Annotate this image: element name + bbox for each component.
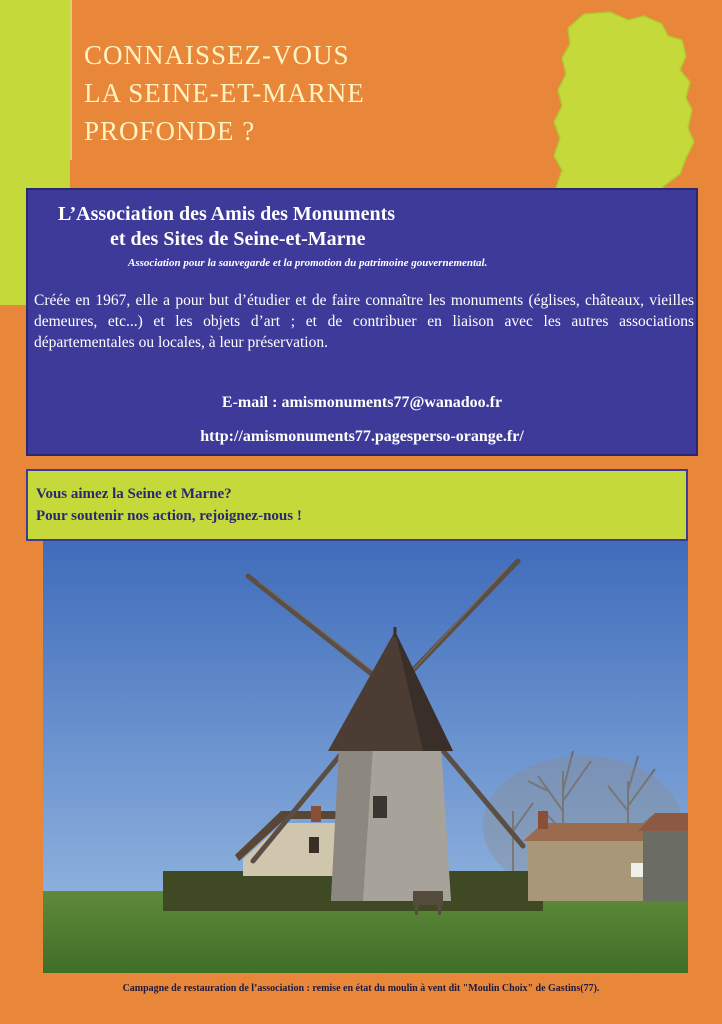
association-panel xyxy=(26,188,698,456)
title-line-3: PROFONDE ? xyxy=(84,116,256,146)
email-contact[interactable]: E-mail : amismonuments77@wanadoo.fr xyxy=(221,394,503,411)
association-name xyxy=(58,202,395,252)
windmill-photo xyxy=(43,541,688,973)
association-name-line-2: et des Sites de Seine-et-Marne xyxy=(110,228,366,250)
website-link[interactable]: http://amismonuments77.pagesperso-orange.fr/ xyxy=(200,428,524,445)
page-title xyxy=(84,36,365,150)
association-name-line-1: L’Association des Amis des Monuments xyxy=(58,203,396,225)
title-line-1: CONNAISSEZ-VOUS xyxy=(84,40,350,70)
windmill-illustration xyxy=(43,541,688,973)
photo-caption: Campagne de restauration de l’association : remise en état du moulin à vent dit "Moulin Choix" de Gastins(77). xyxy=(122,983,600,994)
accent-divider xyxy=(70,0,72,160)
callout-line-1: Vous aimez la Seine et Marne? xyxy=(36,486,232,502)
callout-line-2: Pour soutenir nos action, rejoignez-nous ! xyxy=(36,508,302,524)
association-description: Créée en 1967, elle a pour but d’étudier et de faire connaître les monuments (églises, châteaux, vieilles demeures, etc...) et les objets d’art ; et de contribuer en liaison avec les autres associations départementales ou locales, à leur préservation. xyxy=(34,292,694,351)
join-callout xyxy=(26,469,688,541)
association-subtitle: Association pour la sauvegarde et la promotion du patrimoine gouvernemental. xyxy=(128,257,488,269)
title-line-2: LA SEINE-ET-MARNE xyxy=(84,78,365,108)
